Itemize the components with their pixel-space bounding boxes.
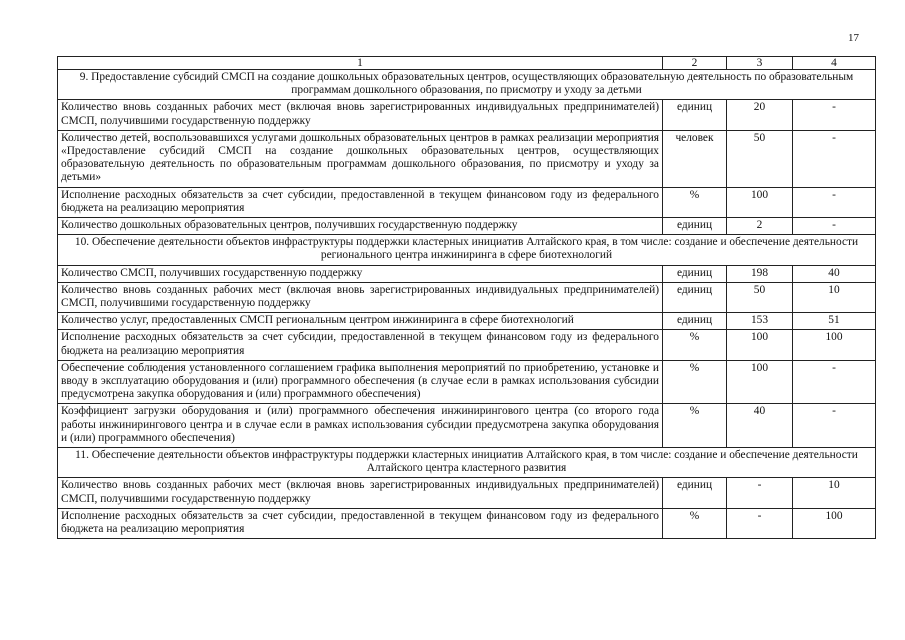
unit-cell: % — [663, 187, 727, 217]
header-cell-3: 3 — [727, 57, 793, 70]
table-row — [58, 478, 876, 508]
value-col3-cell: 198 — [727, 265, 793, 282]
table-row — [58, 313, 876, 330]
table-row — [58, 508, 876, 538]
value-col3-cell: 100 — [727, 330, 793, 360]
value-col3-cell: - — [727, 478, 793, 508]
value-col3-cell: 100 — [727, 360, 793, 404]
indicator-name-cell: Количество дошкольных образовательных центров, получивших государственную поддержку — [58, 218, 663, 235]
value-col3-cell: 100 — [727, 187, 793, 217]
value-col4-cell: 100 — [793, 508, 876, 538]
value-col3-cell: 50 — [727, 282, 793, 312]
unit-cell: единиц — [663, 265, 727, 282]
section-heading: 10. Обеспечение деятельности объектов инфраструктуры поддержки кластерных инициатив Алтайского края, в том числе: создание и обеспечение деятельности регионального центра инжиниринга в сфере биотехнологий — [58, 235, 876, 265]
unit-cell: единиц — [663, 313, 727, 330]
value-col3-cell: 153 — [727, 313, 793, 330]
value-col4-cell: - — [793, 218, 876, 235]
table-row — [58, 282, 876, 312]
table-body — [58, 57, 876, 539]
section-heading: 9. Предоставление субсидий СМСП на создание дошкольных образовательных центров, осуществляющих образовательную деятельность по образовательным программам дошкольного образования, по присмотру и уходу за детьми — [58, 70, 876, 100]
indicator-name-cell: Количество услуг, предоставленных СМСП региональным центром инжиниринга в сфере биотехнологий — [58, 313, 663, 330]
header-cell-4: 4 — [793, 57, 876, 70]
indicator-name-cell: Количество вновь созданных рабочих мест (включая вновь зарегистрированных индивидуальных предпринимателей) СМСП, получившими государственную поддержку — [58, 282, 663, 312]
value-col4-cell: - — [793, 360, 876, 404]
indicator-name-cell: Исполнение расходных обязательств за счет субсидии, предоставленной в текущем финансовом году из федерального бюджета на реализацию мероприятия — [58, 508, 663, 538]
value-col4-cell: 51 — [793, 313, 876, 330]
unit-cell: % — [663, 330, 727, 360]
unit-cell: % — [663, 360, 727, 404]
unit-cell: единиц — [663, 282, 727, 312]
unit-cell: единиц — [663, 478, 727, 508]
indicator-name-cell: Коэффициент загрузки оборудования и (или) программного обеспечения инжинирингового центра (со второго года работы инжинирингового центра и в случае если в рамках использования субсидии предусмотрена закупка оборудования и (или) программного обеспечения) — [58, 404, 663, 448]
value-col4-cell: - — [793, 130, 876, 187]
value-col3-cell: 2 — [727, 218, 793, 235]
table-row — [58, 330, 876, 360]
indicator-name-cell: Количество детей, воспользовавшихся услугами дошкольных образовательных центров в рамках реализации мероприятия «Предоставление субсидий СМСП на создание дошкольных образовательных центров, осуществляющих образовательную деятельность по образовательным программам дошкольного образования, по присмотру и уходу за детьми» — [58, 130, 663, 187]
section-heading-row — [58, 70, 876, 100]
table-row — [58, 360, 876, 404]
table-row — [58, 218, 876, 235]
unit-cell: единиц — [663, 100, 727, 130]
unit-cell: % — [663, 404, 727, 448]
section-heading-row — [58, 448, 876, 478]
unit-cell: человек — [663, 130, 727, 187]
unit-cell: единиц — [663, 218, 727, 235]
indicator-name-cell: Исполнение расходных обязательств за счет субсидии, предоставленной в текущем финансовом году из федерального бюджета на реализацию мероприятия — [58, 187, 663, 217]
value-col3-cell: - — [727, 508, 793, 538]
table-row — [58, 404, 876, 448]
value-col4-cell: 40 — [793, 265, 876, 282]
indicators-table — [57, 56, 876, 539]
indicator-name-cell: Обеспечение соблюдения установленного соглашением графика выполнения мероприятий по приобретению, установке и вводу в эксплуатацию оборудования и (или) программного обеспечения (в случае если в рамках использования субсидии предусмотрена закупка оборудования и (или) программного обеспечения) — [58, 360, 663, 404]
section-heading: 11. Обеспечение деятельности объектов инфраструктуры поддержки кластерных инициатив Алтайского края, в том числе: создание и обеспечение деятельности Алтайского центра кластерного развития — [58, 448, 876, 478]
value-col3-cell: 50 — [727, 130, 793, 187]
unit-cell: % — [663, 508, 727, 538]
value-col4-cell: - — [793, 187, 876, 217]
header-row — [58, 57, 876, 70]
value-col4-cell: 100 — [793, 330, 876, 360]
indicator-name-cell: Количество вновь созданных рабочих мест (включая вновь зарегистрированных индивидуальных предпринимателей) СМСП, получившими государственную поддержку — [58, 478, 663, 508]
table-row — [58, 130, 876, 187]
value-col3-cell: 20 — [727, 100, 793, 130]
table-row — [58, 100, 876, 130]
section-heading-row — [58, 235, 876, 265]
value-col4-cell: 10 — [793, 478, 876, 508]
value-col3-cell: 40 — [727, 404, 793, 448]
header-cell-2: 2 — [663, 57, 727, 70]
value-col4-cell: - — [793, 100, 876, 130]
page-number: 17 — [848, 32, 859, 44]
table-row — [58, 265, 876, 282]
header-cell-1: 1 — [58, 57, 663, 70]
indicator-name-cell: Количество вновь созданных рабочих мест (включая вновь зарегистрированных индивидуальных предпринимателей) СМСП, получившими государственную поддержку — [58, 100, 663, 130]
value-col4-cell: - — [793, 404, 876, 448]
value-col4-cell: 10 — [793, 282, 876, 312]
indicator-name-cell: Исполнение расходных обязательств за счет субсидии, предоставленной в текущем финансовом году из федерального бюджета на реализацию мероприятия — [58, 330, 663, 360]
indicator-name-cell: Количество СМСП, получивших государственную поддержку — [58, 265, 663, 282]
table-row — [58, 187, 876, 217]
